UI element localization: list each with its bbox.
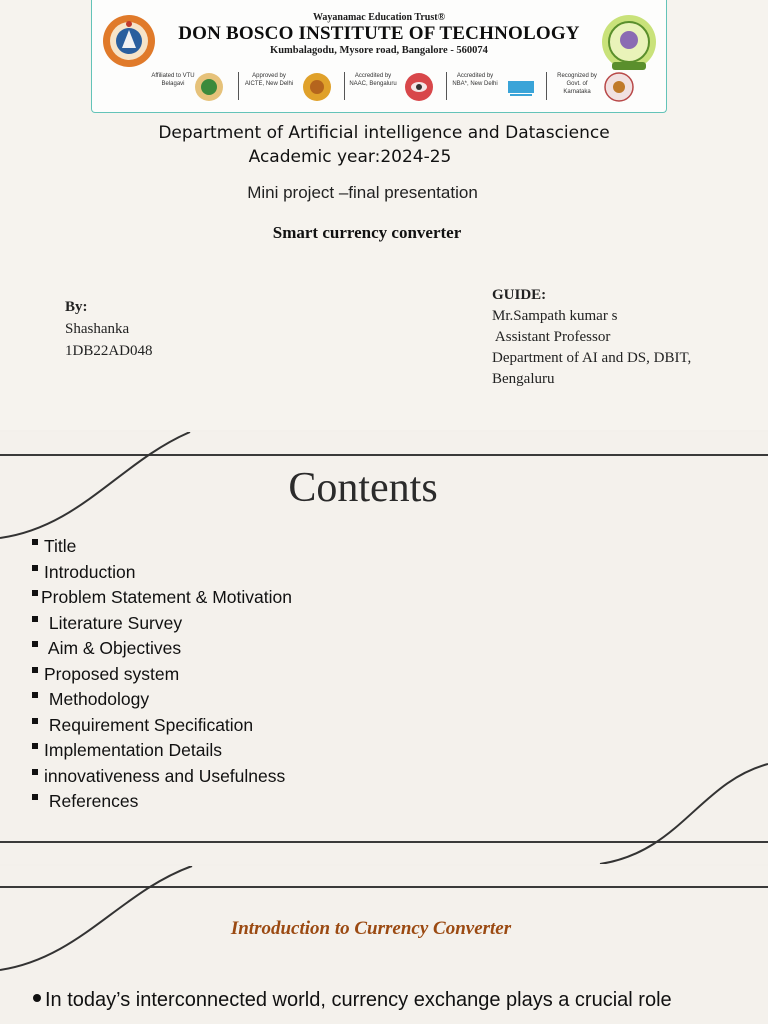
guide-label: GUIDE: <box>492 287 547 303</box>
list-item-label: Literature Survey <box>44 612 183 633</box>
list-item-label: Proposed system <box>44 663 180 684</box>
accreditation-label: Affiliated to VTU Belagavi <box>151 73 195 87</box>
introduction-title: Introduction to Currency Converter <box>230 918 512 939</box>
bullet-icon <box>32 641 38 647</box>
accreditation-strip <box>148 70 658 104</box>
guide-name: Mr.Sampath kumar s <box>492 308 618 324</box>
list-item-label: Implementation Details <box>44 740 222 760</box>
guide-designation: Assistant Professor <box>492 329 611 345</box>
list-item-label: innovativeness and Usefulness <box>44 765 286 786</box>
divider <box>546 72 547 100</box>
bullet-icon <box>32 743 38 749</box>
bullet-icon <box>32 794 38 800</box>
department-name: Department of Artificial intelligence and Datascience <box>158 123 610 143</box>
contents-title: Contents <box>288 465 438 511</box>
list-item-label: Problem Statement & Motivation <box>41 587 292 607</box>
institute-name: DON BOSCO INSTITUTE OF TECHNOLOGY <box>178 23 580 44</box>
by-label: By: <box>65 299 88 315</box>
list-item-label: Requirement Specification <box>44 714 254 735</box>
bullet-icon <box>32 667 38 673</box>
list-item-label: Aim & Objectives <box>44 638 182 658</box>
accreditation-label: Accredited by NBA*, New Delhi <box>452 73 498 87</box>
presentation-subtitle: Mini project –final presentation <box>247 183 478 202</box>
nba-logo-icon <box>506 72 536 102</box>
bullet-icon <box>32 565 38 571</box>
introduction-paragraph <box>33 986 753 1014</box>
trust-name: Wayanamac Education Trust® <box>312 12 446 23</box>
divider <box>238 72 239 100</box>
divider <box>344 72 345 100</box>
paragraph-text: In today’s interconnected world, currency exchange plays a crucial role <box>45 989 672 1011</box>
naac-seal-icon <box>404 72 434 102</box>
bullet-icon <box>32 590 38 596</box>
student-name: Shashanka <box>65 321 130 337</box>
project-title: Smart currency converter <box>272 223 462 242</box>
list-item-label: References <box>44 791 139 811</box>
list-item-label: Introduction <box>44 561 136 582</box>
institute-banner <box>91 0 667 113</box>
guide-city: Bengaluru <box>492 371 555 387</box>
accreditation-label: Recognized by Govt. of Karnataka <box>557 73 597 95</box>
list-item-label: Methodology <box>44 689 150 709</box>
bullet-icon <box>32 692 38 698</box>
bullet-icon <box>33 994 41 1002</box>
title-slide <box>0 0 768 430</box>
bullet-icon <box>32 718 38 724</box>
accreditation-badge-icon <box>600 14 658 74</box>
institute-address: Kumbalagodu, Mysore road, Bangalore - 560074 <box>270 45 488 56</box>
bullet-icon <box>32 539 38 545</box>
aicte-seal-icon <box>302 72 332 102</box>
vtu-seal-icon <box>194 72 224 102</box>
accreditation-label: Accredited by NAAC, Bengaluru <box>349 73 397 87</box>
bullet-icon <box>32 769 38 775</box>
bullet-icon <box>32 616 38 622</box>
guide-department: Department of AI and DS, DBIT, <box>492 350 692 366</box>
academic-year: Academic year:2024-25 <box>248 147 452 167</box>
student-usn: 1DB22AD048 <box>65 343 153 359</box>
accreditation-label: Approved by AICTE, New Delhi <box>244 73 294 87</box>
list-item-label: Title <box>44 536 77 556</box>
divider <box>446 72 447 100</box>
contents-slide <box>0 432 768 864</box>
introduction-slide <box>0 866 768 1024</box>
karnataka-emblem-icon <box>604 72 634 102</box>
